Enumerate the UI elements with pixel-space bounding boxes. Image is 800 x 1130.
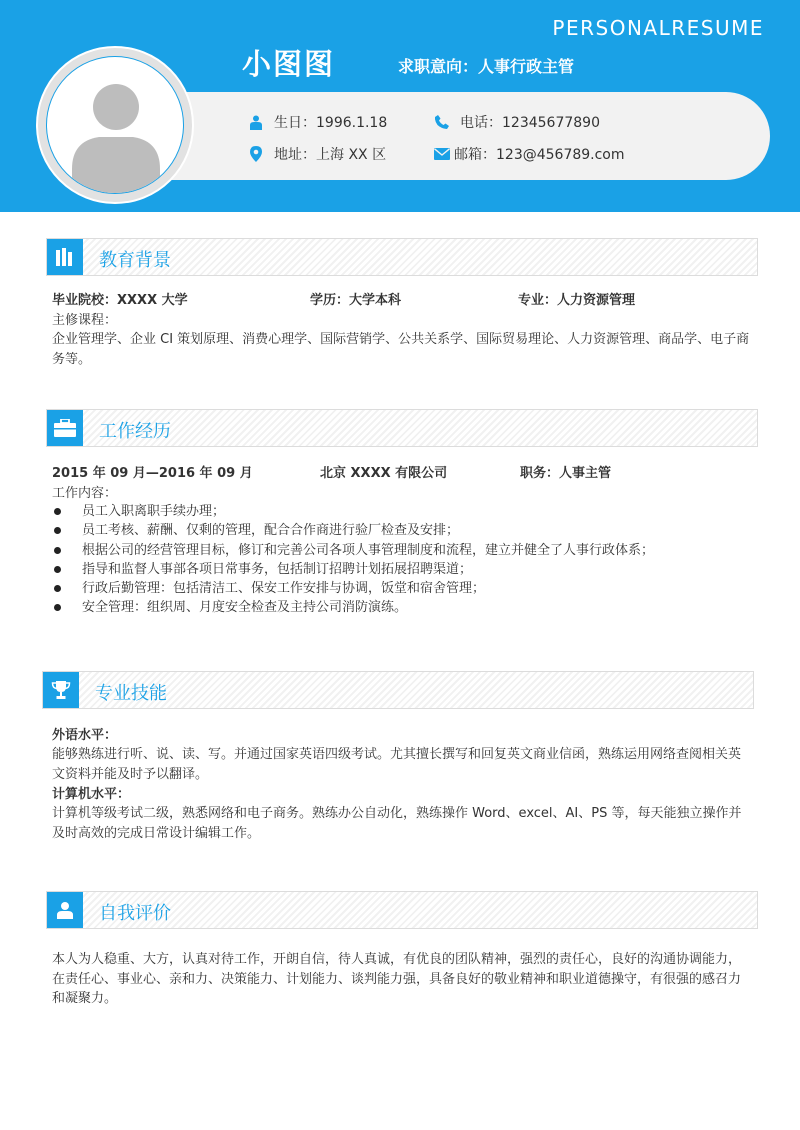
computer-text: 计算机等级考试二级，熟悉网络和电子商务。熟练办公自动化，熟练操作 Word、excel、AI、PS 等，每天能独立操作并及时高效的完成日常设计编辑工作。 <box>52 806 742 841</box>
courses-label: 主修课程： <box>52 313 118 328</box>
major: 专业：人力资源管理 <box>518 293 636 308</box>
location-pin-icon <box>246 146 266 162</box>
language-text: 能够熟练进行听、说、读、写。并通过国家英语四级考试。尤其擅长撰写和回复英文商业信函，熟练运用网络查阅相关英文资料并能及时予以翻译。 <box>52 747 742 782</box>
avatar-silhouette-icon <box>47 57 184 194</box>
self-section-header <box>46 891 758 929</box>
avatar <box>46 56 184 194</box>
work-title: 工作经历 <box>99 421 171 442</box>
work-company: 北京 XXXX 有限公司 <box>320 466 448 481</box>
user-icon <box>47 892 83 928</box>
trophy-icon <box>43 672 79 708</box>
work-position: 职务：人事主管 <box>520 466 612 481</box>
brand-title: PERSONALRESUME <box>552 16 764 40</box>
job-intent: 求职意向：人事行政主管 <box>398 57 575 76</box>
phone-text: 电话：12345677890 <box>460 115 600 131</box>
avatar-frame <box>36 46 194 204</box>
books-icon <box>47 239 83 275</box>
work-content-label: 工作内容： <box>52 486 118 501</box>
computer-label: 计算机水平： <box>52 787 131 802</box>
address-info <box>246 144 386 164</box>
list-item: 安全管理：组织周、月度安全检查及主持公司消防演练。 <box>52 598 752 617</box>
contact-card <box>150 92 770 180</box>
self-evaluation-text: 本人为人稳重、大方，认真对待工作，开朗自信，待人真诚，有优良的团队精神，强烈的责任心，良好的沟通协调能力，在责任心、事业心、亲和力、决策能力、计划能力、谈判能力强，具备良好的敬业精神和职业道德操守，有很强的感召力和凝聚力。 <box>52 952 742 1006</box>
degree: 学历：大学本科 <box>310 293 402 308</box>
education-title: 教育背景 <box>99 250 171 271</box>
list-item: 行政后勤管理：包括清洁工、保安工作安排与协调，饭堂和宿舍管理； <box>52 579 752 598</box>
email-text: 邮箱：123@456789.com <box>454 147 625 163</box>
list-item: 指导和监督人事部各项日常事务，包括制订招聘计划拓展招聘渠道； <box>52 560 752 579</box>
language-label: 外语水平： <box>52 728 118 743</box>
person-icon <box>246 115 266 130</box>
briefcase-icon <box>47 410 83 446</box>
school-name: 毕业院校：XXXX 大学 <box>52 293 188 308</box>
work-duties-list <box>52 502 752 618</box>
education-section-header <box>46 238 758 276</box>
envelope-icon <box>432 148 452 160</box>
birthday-text: 生日：1996.1.18 <box>274 115 388 131</box>
list-item: 根据公司的经营管理目标，修订和完善公司各项人事管理制度和流程，建立并健全了人事行政体系； <box>52 541 752 560</box>
work-section-header <box>46 409 758 447</box>
skills-title: 专业技能 <box>95 683 167 704</box>
phone-info <box>432 112 600 132</box>
email-info <box>432 144 625 164</box>
candidate-name: 小图图 <box>242 47 336 81</box>
list-item: 员工入职离职手续办理； <box>52 502 752 521</box>
list-item: 员工考核、薪酬、仅剩的管理，配合合作商进行验厂检查及安排； <box>52 521 752 540</box>
header-banner <box>0 0 800 212</box>
work-period: 2015 年 09 月—2016 年 09 月 <box>52 466 253 481</box>
phone-icon <box>432 115 452 129</box>
self-title: 自我评价 <box>99 903 171 924</box>
birthday-info <box>246 112 387 132</box>
courses-text: 企业管理学、企业 CI 策划原理、消费心理学、国际营销学、公共关系学、国际贸易理论、人力资源管理、商品学、电子商务等。 <box>52 332 750 367</box>
skills-section-header <box>42 671 754 709</box>
address-text: 地址：上海 XX 区 <box>274 147 387 163</box>
